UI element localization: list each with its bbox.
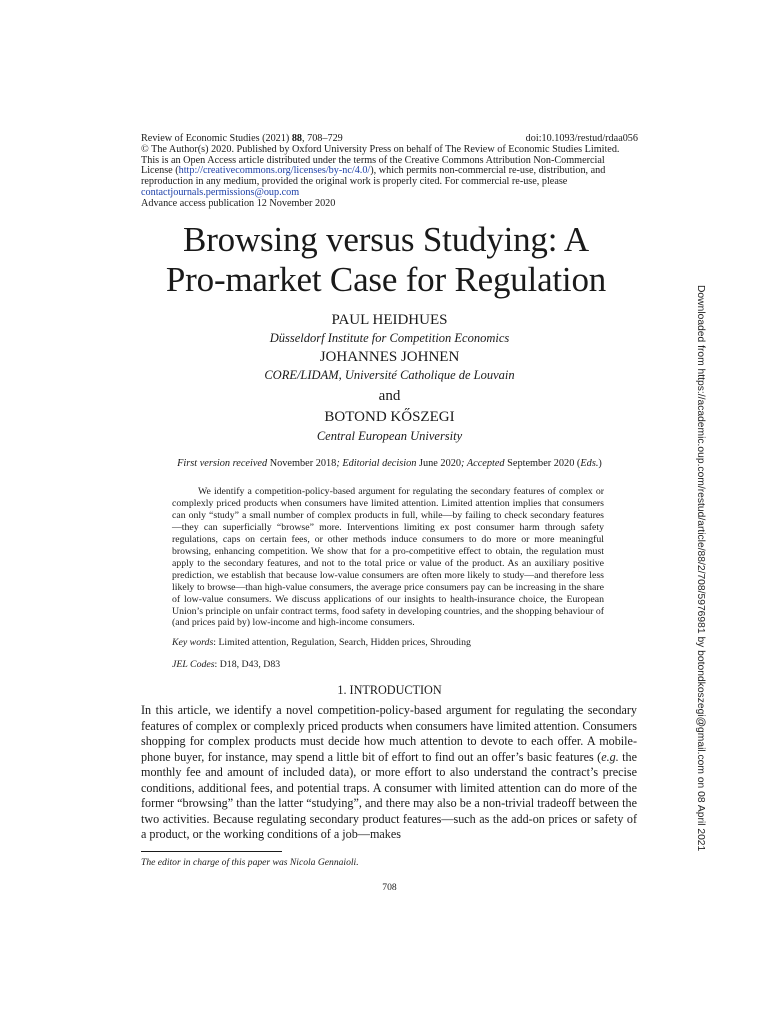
author-affiliation: CORE/LIDAM, Université Catholique de Louvain xyxy=(264,368,515,382)
paper-title xyxy=(120,220,652,300)
download-watermark: Downloaded from https://academic.oup.com/restud/article/88/2/708/5976981 by botondkoszegi@gmail.com on 08 April 2021 xyxy=(695,285,706,852)
license-line-3: reproduction in any medium, provided the original work is properly cited. For commercial re-use, please xyxy=(141,176,568,188)
advance-access-line: Advance access publication 12 November 2020 xyxy=(141,197,336,209)
publication-header xyxy=(141,134,638,210)
manuscript-dates: First version received November 2018; Editorial decision June 2020; Accepted September 2020 (Eds.) xyxy=(177,458,602,469)
author-name: BOTOND KŐSZEGI xyxy=(324,409,455,425)
journal-citation: Review of Economic Studies (2021) 88, 708–729 xyxy=(141,133,343,144)
keywords: Key words: Limited attention, Regulation, Search, Hidden prices, Shrouding xyxy=(172,637,471,648)
footnote-divider xyxy=(141,851,282,852)
page-number: 708 xyxy=(382,882,397,893)
permissions-email-link[interactable]: contactjournals.permissions@oup.com xyxy=(141,186,300,198)
jel-codes: JEL Codes: D18, D43, D83 xyxy=(172,659,281,670)
and-connector: and xyxy=(378,388,401,404)
editor-footnote: The editor in charge of this paper was Nicola Gennaioli. xyxy=(141,857,359,868)
title-line-1: Browsing versus Studying: A xyxy=(183,220,589,259)
doi: doi:10.1093/restud/rdaa056 xyxy=(525,133,638,144)
title-line-2: Pro-market Case for Regulation xyxy=(165,260,607,299)
author-name: PAUL HEIDHUES xyxy=(331,312,448,328)
license-line-2: License (http://creativecommons.org/licenses/by-nc/4.0/), which permits non-commercial re-use, distribution, and xyxy=(141,165,606,177)
author-affiliation: Düsseldorf Institute for Competition Economics xyxy=(269,331,510,345)
introduction-paragraph: In this article, we identify a novel competition-policy-based argument for regulating the secondary features of complex or complexly priced products when consumers have limited attention. Consumers shopping for complex products must decide how much attention to devote to each offer. A mobile-phone buyer, for instance, may spend a little bit of effort to find out an offer’s basic features (e.g. the monthly fee and amount of included data), or more effort to also understand the contract’s precise conditions, additional fees, and potential traps. A consumer with limited attention can do more of the former “browsing” than the latter “studying”, and there may also be a non-trivial tradeoff between the two activities. Because regulating secondary product features—such as the add-on prices or safety of a product, or the working conditions of a job—makes xyxy=(141,703,637,842)
section-heading: 1. INTRODUCTION xyxy=(337,683,442,697)
author-name: JOHANNES JOHNEN xyxy=(319,349,460,365)
abstract: We identify a competition-policy-based argument for regulating the secondary features of complex or complexly priced products when consumers have limited attention. Limited attention implies that consumers can only “study” a small number of complex products in full, while—by failing to check secondary features—they can superficially “browse” more. Interventions limiting ex post consumer harm through safety regulations, caps on certain fees, or other methods induce consumers to do more or more meaningful browsing, enhancing competition. We show that for a pro-competitive effect to obtain, the regulation must apply to the secondary features, and not to the total price or value of the product. As an auxiliary positive prediction, we establish that because low-value consumers are often more likely to study—and therefore less likely to browse—than high-value consumers, the average price consumers pay can be increasing in the share of low-value consumers. We discuss applications of our insights to health-insurance choice, the European Union’s principle on unfair contract terms, food safety in developing countries, and the shopping behaviour of (and prices paid by) low-income and high-income consumers. xyxy=(172,486,604,629)
license-link[interactable]: http://creativecommons.org/licenses/by-nc/4.0/ xyxy=(178,165,371,177)
license-line-1: This is an Open Access article distributed under the terms of the Creative Commons Attribution Non-Commercial xyxy=(141,154,605,166)
copyright-line: © The Author(s) 2020. Published by Oxford University Press on behalf of The Review of Economic Studies Limited. xyxy=(141,143,620,155)
author-affiliation: Central European University xyxy=(316,429,463,443)
volume-number: 88 xyxy=(291,133,302,144)
